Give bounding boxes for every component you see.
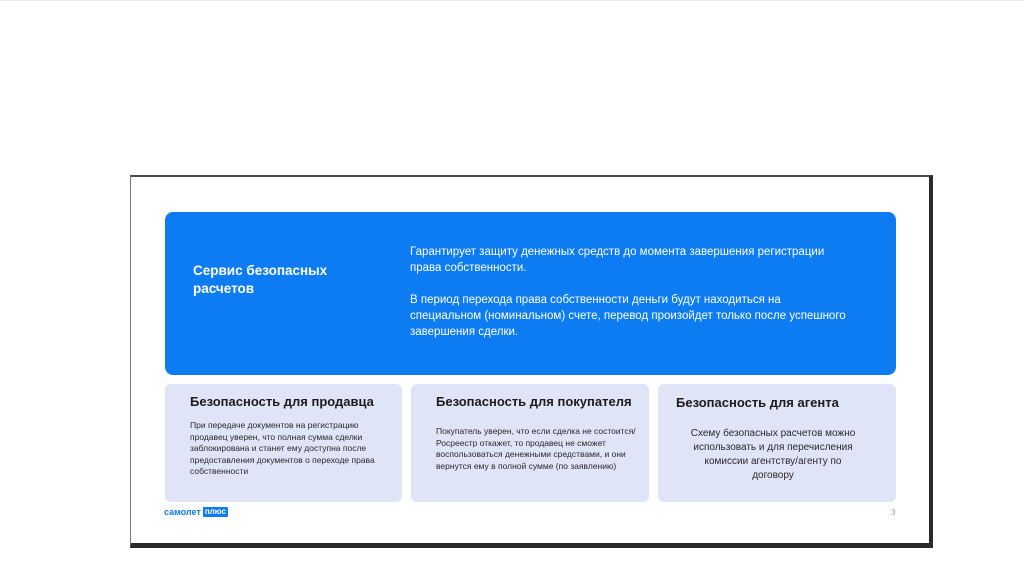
agent-security-card [658, 384, 896, 502]
hero-paragraph-2: В период перехода права собственности деньги будут находиться на специальном (номинальном) счете, перевод произойдет только после успешного завершения сделки. [410, 294, 846, 338]
card-body: При передаче документов на регистрацию продавец уверен, что полная сумма сделки заблокирована и станет ему доступна после предоставления документов о переходе права собственности [190, 420, 375, 476]
hero-paragraph-1: Гарантирует защиту денежных средств до момента завершения регистрации права собственности. [410, 246, 825, 274]
top-divider [0, 0, 1024, 1]
card-title: Безопасность для агента [676, 395, 839, 410]
hero-description [410, 244, 855, 356]
card-body: Покупатель уверен, что если сделка не состоится/Росреестр откажет, то продавец не сможет воспользоваться денежными средствами, и они вернутся ему в полной сумме (по заявлению) [436, 426, 636, 471]
card-body: Схему безопасных расчетов можно использовать и для перечисления комиссии агентству/агенту по договору [690, 428, 856, 481]
samolet-plus-logo [164, 507, 228, 517]
seller-security-card [165, 384, 402, 502]
logo-badge: плюс [204, 507, 226, 516]
page-number: 3 [891, 508, 896, 517]
presentation-slide [130, 175, 933, 548]
card-title: Безопасность для покупателя [436, 394, 632, 409]
buyer-security-card [411, 384, 649, 502]
hero-banner [165, 212, 896, 375]
logo-text: самолет [164, 507, 201, 517]
hero-title: Сервис безопасных расчетов [193, 263, 328, 296]
card-title: Безопасность для продавца [190, 394, 374, 409]
